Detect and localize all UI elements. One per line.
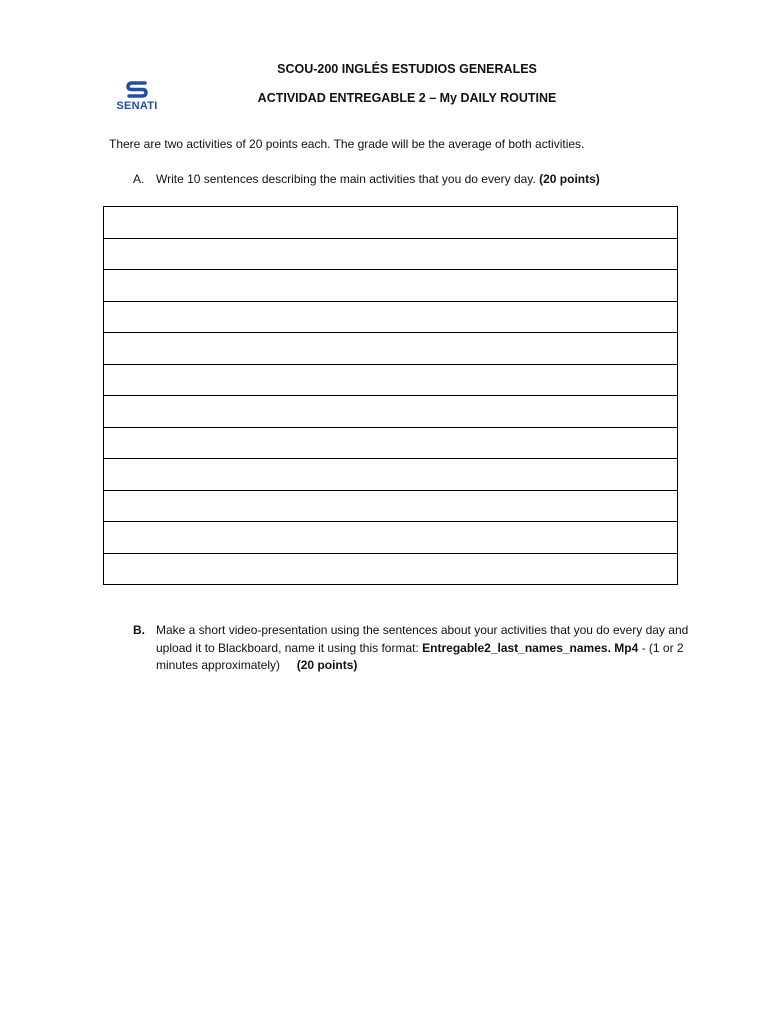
activity-b-marker: B. <box>133 623 145 637</box>
answer-cell[interactable] <box>104 364 678 396</box>
answer-cell[interactable] <box>104 270 678 302</box>
answer-table <box>103 206 678 585</box>
answer-cell[interactable] <box>104 333 678 365</box>
answer-cell[interactable] <box>104 207 678 239</box>
intro-text: There are two activities of 20 points each. The grade will be the average of both activities. <box>109 137 585 151</box>
activity-b <box>133 622 703 675</box>
answer-row[interactable] <box>104 396 678 428</box>
activity-b-points: (20 points) <box>296 658 358 672</box>
answer-row[interactable] <box>104 490 678 522</box>
activity-a-text: Write 10 sentences describing the main activities that you do every day. <box>156 172 536 186</box>
answer-cell[interactable] <box>104 427 678 459</box>
answer-row[interactable] <box>104 238 678 270</box>
answer-cell[interactable] <box>104 490 678 522</box>
activity-a-marker: A. <box>133 172 145 186</box>
activity-b-duration: - (1 or 2 minutes approximately) <box>156 640 684 672</box>
answer-row[interactable] <box>104 364 678 396</box>
activity-title: ACTIVIDAD ENTREGABLE 2 – My DAILY ROUTINE <box>257 91 557 105</box>
answer-cell[interactable] <box>104 522 678 554</box>
answer-row[interactable] <box>104 270 678 302</box>
answer-row[interactable] <box>104 522 678 554</box>
course-title: SCOU-200 INGLÉS ESTUDIOS GENERALES <box>277 62 537 76</box>
answer-row[interactable] <box>104 459 678 491</box>
answer-cell[interactable] <box>104 553 678 585</box>
activity-a-points: (20 points) <box>539 172 600 186</box>
answer-cell[interactable] <box>104 301 678 333</box>
logo-text: SENATI <box>116 100 158 112</box>
activity-b-extension: Mp4 <box>614 640 639 655</box>
answer-row[interactable] <box>104 333 678 365</box>
activity-a <box>133 172 600 186</box>
activity-b-text: Make a short video-presentation using the sentences about your activities that you do every day and upload it to Blackboard, name it using this format: <box>156 623 689 655</box>
answer-row[interactable] <box>104 207 678 239</box>
answer-row[interactable] <box>104 301 678 333</box>
answer-cell[interactable] <box>104 396 678 428</box>
answer-cell[interactable] <box>104 238 678 270</box>
answer-cell[interactable] <box>104 459 678 491</box>
activity-b-format: Entregable2_last_names_names. <box>422 640 611 655</box>
answer-row[interactable] <box>104 427 678 459</box>
answer-row[interactable] <box>104 553 678 585</box>
